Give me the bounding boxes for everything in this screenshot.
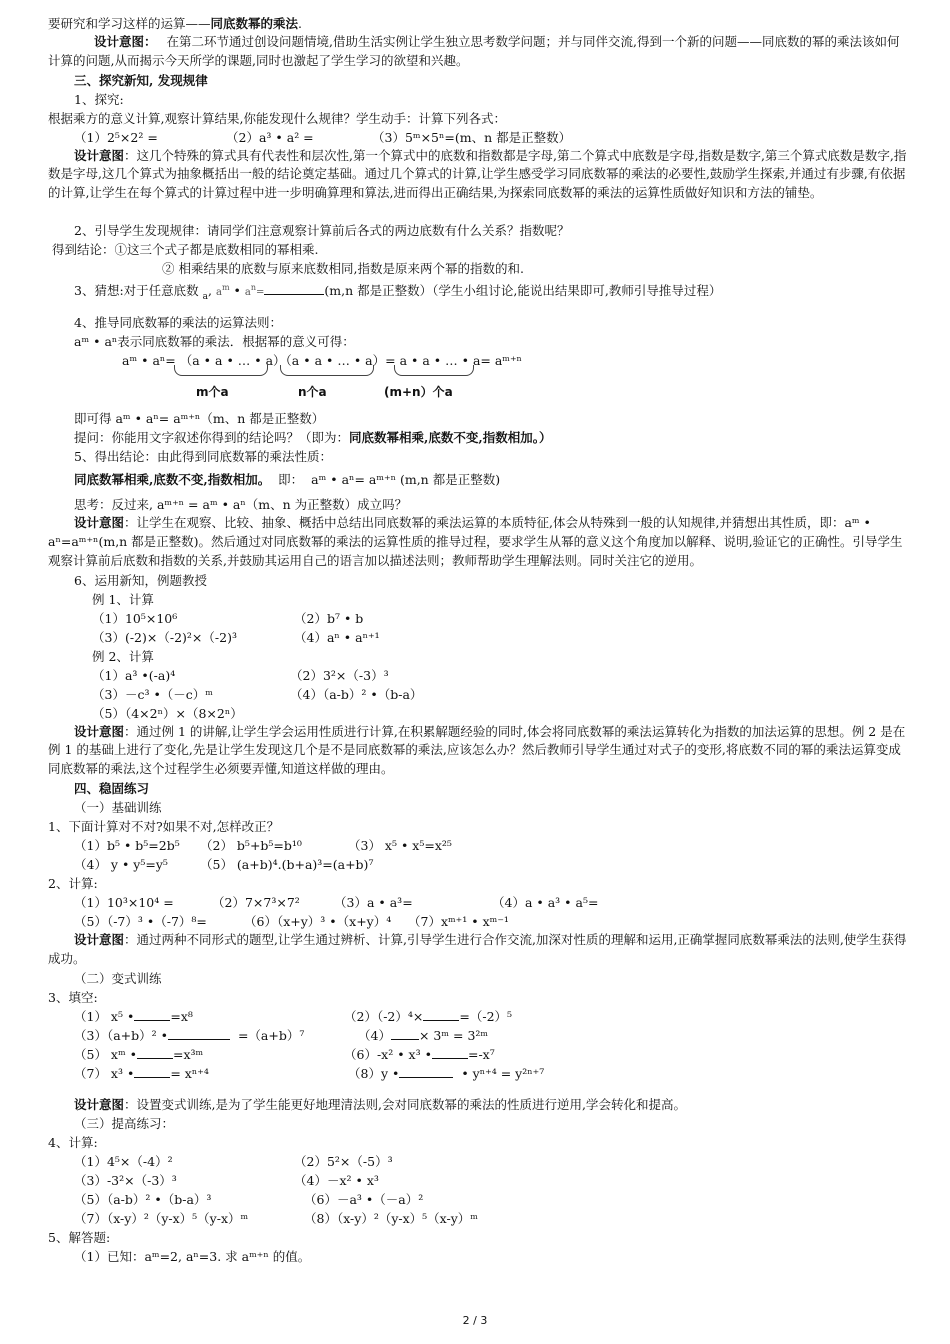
fill-row-3: （5） xᵐ • =x³ᵐ （6）-x² • x³ • =-x⁷ bbox=[74, 1046, 495, 1062]
explore-text: 根据乘方的意义计算,观察计算结果,你能发现什么规律？学生动手：计算下列各式： bbox=[48, 110, 506, 126]
conclusion-1: 得到结论：①这三个式子都是底数相同的幂相乘. bbox=[52, 241, 319, 257]
variant-training: （二）变式训练 bbox=[74, 970, 162, 986]
intro-text: 要研究和学习这样的运算—— bbox=[48, 16, 211, 31]
q5-label: 5、解答题: bbox=[48, 1229, 111, 1245]
brace-mn bbox=[394, 365, 474, 376]
document-page bbox=[48, 14, 908, 1266]
intent-2: 设计意图：让学生在观察、比较、抽象、概括中总结出同底数幂的乘法运算的本质特征,体会从特殊到一般的认知规律,并猜想出其性质，即：aᵐ • aⁿ=aᵐ⁺ⁿ(m,n 都是正整数)。然后通过对同底数幂的乘法的运算性质的推导过程，要求学生从幂的意义这个角度加以解释、说明,验证它的正确性。引导学生观察计算前后底数和指数的关系,并鼓励其运用自己的语言加以描述法则；教师帮助学生理解法则。同时关注它的逆用。 bbox=[48, 515, 903, 568]
fill-row-4: （7） x³ • = xⁿ⁺⁴ （8）y • • yⁿ⁺⁴ = y²ⁿ⁺⁷ bbox=[74, 1065, 545, 1081]
intro-period: . bbox=[298, 16, 303, 31]
brace-m bbox=[174, 365, 268, 376]
example-2-label: 例 2、计算 bbox=[92, 648, 154, 664]
intent-text: 在第二环节通过创设问题情境,借助生活实例让学生独立思考数学问题；并与同伴交流,得到一个新的问题——同底数的幂的乘法该如何计算的问题,从而揭示今天所学的课题,同时也激起了学生学习的欲望和兴趣。 bbox=[48, 34, 900, 68]
explore-label: 1、探究: bbox=[74, 91, 124, 107]
example-1-label: 例 1、计算 bbox=[92, 591, 154, 607]
example-2-row-1: （1）a³ •(-a)⁴ （2）3²×（-3）³ bbox=[92, 667, 389, 683]
result-line: 即可得 aᵐ • aⁿ= aᵐ⁺ⁿ（m、n 都是正整数） bbox=[74, 411, 325, 427]
guide-line: 2、引导学生发现规律：请同学们注意观察计算前后各式的两边底数有什么关系？指数呢？ bbox=[74, 222, 570, 238]
derive-text: aᵐ • aⁿ表示同底数幂的乘法．根据幂的意义可得： bbox=[74, 334, 355, 350]
conclusion-2: ② 相乘结果的底数与原来底数相同,指数是原来两个幂的指数的和. bbox=[162, 260, 524, 276]
brace-n bbox=[280, 365, 374, 376]
conclusion-5: 5、得出结论：由此得到同底数幂的乘法性质： bbox=[74, 449, 332, 465]
section-3-heading: 三、探究新知, 发现规律 bbox=[74, 72, 208, 88]
intent-3: 设计意图：通过例 1 的讲解,让学生学会运用性质进行计算,在积累解题经验的同时,体会将同底数幂的乘法运算转化为指数的加法运算的思想。例 2 是在例 1 的基础上进行了变化,先是让学生发现这几个是不是同底数幂的乘法,应该怎么办？然后教师引导学生通过对式子的变形,将底数不同的幂的乘法运算变成同底数幂的乘法,这个过程学生必须要弄懂,知道这样做的理由。 bbox=[48, 723, 906, 777]
advance-training: （三）提高练习： bbox=[74, 1115, 175, 1131]
q2-label: 2、计算: bbox=[48, 875, 98, 891]
page-number: 2 / 3 bbox=[462, 1314, 488, 1327]
intro-topic: 同底数幂的乘法 bbox=[210, 16, 299, 31]
apply-line: 6、运用新知，例题教授 bbox=[74, 572, 207, 588]
guess-line: 3、猜想:对于任意底数 $_a$, $a^m$ • $a^n= (m,n$ 都是正整数）（学生小组讨论,能说出结果即可,教师引导推导过程） bbox=[74, 282, 722, 303]
guess-blank bbox=[264, 282, 324, 295]
q5-item-1: （1）已知：aᵐ=2, aⁿ=3. 求 aᵐ⁺ⁿ 的值。 bbox=[74, 1248, 311, 1264]
brace-label-mn: (m+n）个a bbox=[384, 385, 453, 400]
calc-row-1: （1）4⁵×（-4）² （2）5²×（-5）³ bbox=[74, 1153, 393, 1169]
think-line: 思考：反过来, aᵐ⁺ⁿ = aᵐ • aⁿ（m、n 为正整数）成立吗？ bbox=[74, 497, 408, 513]
q2: （2）a³ • a² = bbox=[226, 129, 314, 145]
calc-row-4: （7）（x-y）²（y-x）⁵（y-x）ᵐ （8）（x-y）²（y-x）⁵（x-y）ᵐ bbox=[74, 1210, 478, 1226]
intent-label: 设计意图： bbox=[94, 34, 157, 49]
example-1-row-2: （3）(-2)×（-2)²×（-2)³ （4）aⁿ • aⁿ⁺¹ bbox=[92, 629, 380, 645]
derive-label: 4、推导同底数幂的乘法的运算法则： bbox=[74, 315, 282, 331]
fill-row-2: （3）（a+b）² • =（a+b）⁷ （4） × 3ᵐ = 3²ᵐ bbox=[74, 1027, 489, 1043]
ask-line: 提问：你能用文字叙述你得到的结论吗？（即为：同底数幂相乘,底数不变,指数相加。） bbox=[74, 430, 552, 446]
example-1-row-1: （1）10⁵×10⁶ （2）b⁷ • b bbox=[92, 610, 364, 626]
q4-label: 4、计算: bbox=[48, 1134, 98, 1150]
basic-training: （一）基础训练 bbox=[74, 799, 162, 815]
q3: （3）5ᵐ×5ⁿ=(m、n 都是正整数） bbox=[372, 129, 572, 145]
example-2-row-2: （3）－c³ •（－c）ᵐ （4）（a-b）² •（b-a） bbox=[92, 686, 423, 702]
brace-label-n: n个a bbox=[298, 385, 327, 400]
q3-label: 3、填空: bbox=[48, 989, 98, 1005]
q1-row-1: （1）b⁵ • b⁵=2b⁵ （2） b⁵+b⁵=b¹⁰ （3） x⁵ • x⁵=x²⁵ bbox=[74, 837, 452, 853]
explore-questions bbox=[48, 128, 908, 147]
q2-row-2: （5）（-7）³ •（-7）⁸= （6）（x+y）³ •（x+y）⁴ （7）xᵐ⁺¹ • xᵐ⁻¹ bbox=[74, 913, 509, 929]
intent-4: 设计意图：通过两种不同形式的题型,让学生通过辨析、计算,引导学生进行合作交流,加深对性质的理解和运用,正确掌握同底数幂乘法的法则,使学生获得成功。 bbox=[48, 931, 907, 966]
example-2-row-3: （5）（4×2ⁿ）×（8×2ⁿ） bbox=[92, 705, 243, 721]
fill-row-1: （1） x⁵ • =x⁸ （2）（-2）⁴× =（-2）⁵ bbox=[74, 1008, 513, 1024]
rule-line: 同底数幂相乘,底数不变,指数相加。 即： aᵐ • aⁿ= aᵐ⁺ⁿ (m,n 都是正整数) bbox=[74, 472, 501, 488]
intro-intent bbox=[48, 33, 908, 71]
formula: aᵐ • aⁿ= （a • a • … • a）（a • a • … • a）= a • a • … • a= aᵐ⁺ⁿ bbox=[122, 353, 522, 369]
q2-row-1: （1）10³×10⁴ = （2）7×7³×7² （3）a • a³= （4）a • a³ • a⁵= bbox=[74, 894, 599, 910]
section-4-heading: 四、稳固练习 bbox=[74, 780, 150, 796]
q1-row-2: （4） y • y⁵=y⁵ （5） (a+b)⁴.(b+a)³=(a+b)⁷ bbox=[74, 856, 374, 872]
intent-1: 设计意图：这几个特殊的算式具有代表性和层次性,第一个算式中的底数和指数都是字母,第二个算式中底数是字母,指数是数字,第三个算式底数是数字,指数是字母,这几个算式为抽象概括出一般的结论奠定基础。通过几个算式的计算,让学生感受学习同底数幂的乘法的必要性,鼓励学生探索,并通过有步骤,有依据的计算,让学生在每个算式的计算过程中进一步明确算理和算法,进而得出正确结果,为探索同底数幂的乘法的运算性质做好知识和方法的铺垫。 bbox=[48, 147, 907, 201]
calc-row-2: （3）-3²×（-3）³ （4）－x² • x³ bbox=[74, 1172, 379, 1188]
intro-line bbox=[48, 14, 908, 33]
derivation-formula bbox=[48, 351, 908, 405]
brace-label-m: m个a bbox=[196, 385, 229, 400]
q1-label: 1、下面计算对不对?如果不对,怎样改正？ bbox=[48, 818, 280, 834]
q1: （1）2⁵×2² = bbox=[74, 129, 158, 145]
calc-row-3: （5）（a-b）² •（b-a）³ （6）－a³ •（－a）² bbox=[74, 1191, 424, 1207]
intent-5: 设计意图：设置变式训练,是为了学生能更好地理清法则,会对同底数幂的乘法的性质进行逆用,学会转化和提高。 bbox=[74, 1096, 686, 1112]
